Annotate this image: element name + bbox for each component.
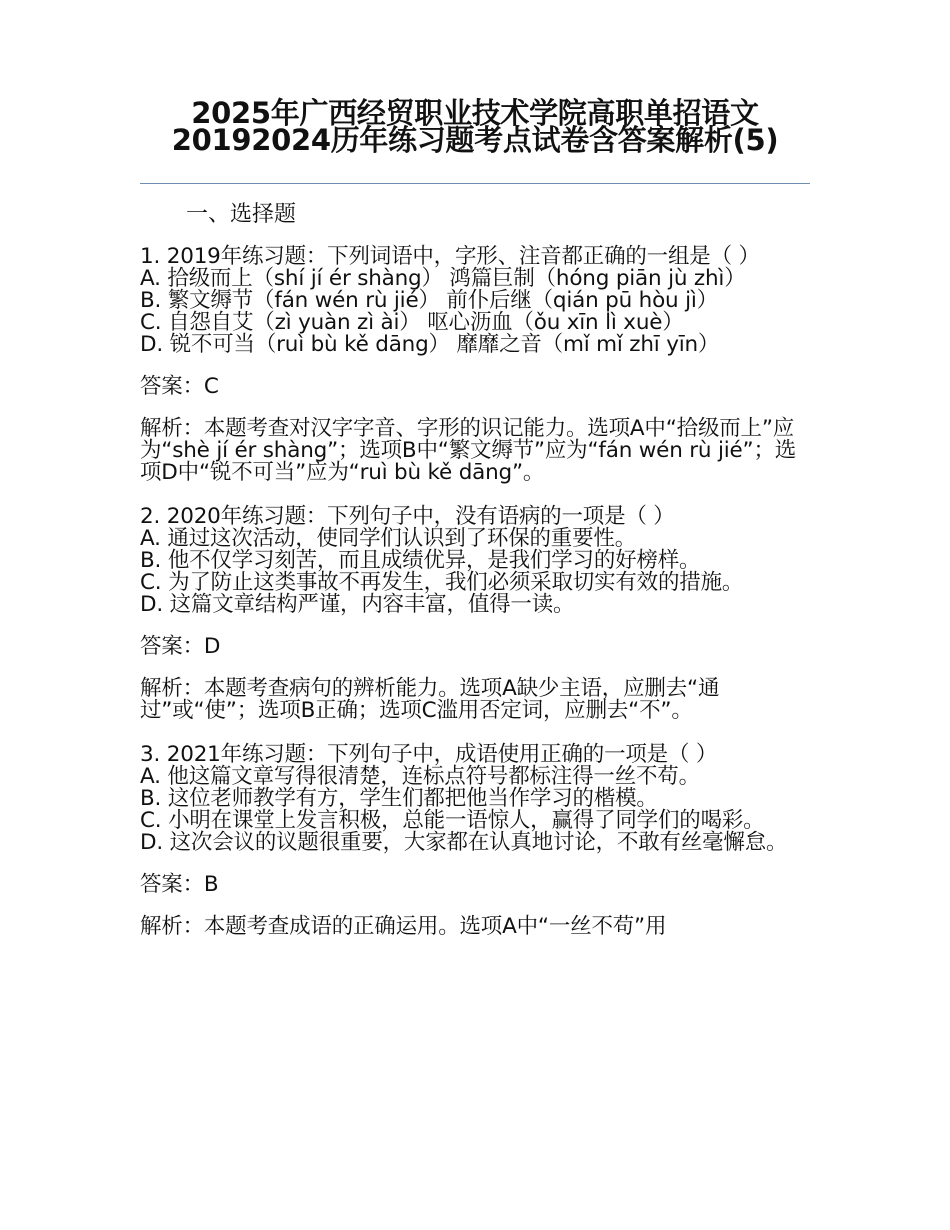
analysis: 解析：本题考查成语的正确运用。选项A中“一丝不苟”用 bbox=[140, 914, 667, 939]
option-c: C. 为了防止这类事故不再发生，我们必须采取切实有效的措施。 bbox=[140, 570, 744, 595]
option-d: D. 这篇文章结构严谨，内容丰富，值得一读。 bbox=[140, 592, 575, 617]
page-title: 2025年广西经贸职业技术学院高职单招语文20192024历年练习题考点试卷含答案解析(5) bbox=[171, 96, 779, 157]
option-d: D. 锐不可当（ruì bù kě dāng） 靡靡之音（mǐ mǐ zhī yīn） bbox=[140, 332, 720, 357]
option-a: A. 拾级而上（shí jí ér shàng） 鸿篇巨制（hóng piān jù zhì） bbox=[140, 266, 746, 291]
section-heading: 一、选择题 bbox=[186, 202, 297, 227]
option-a: A. 他这篇文章写得很清楚，连标点符号都标注得一丝不苟。 bbox=[140, 764, 700, 789]
option-c: C. 自怨自艾（zì yuàn zì ài） 呕心沥血（ǒu xīn lì xuè） bbox=[140, 310, 684, 335]
question-block bbox=[140, 506, 810, 722]
question-block bbox=[140, 246, 810, 484]
answer: 答案：C bbox=[140, 374, 219, 399]
question-list bbox=[140, 246, 810, 960]
option-b: B. 他不仅学习刻苦，而且成绩优异，是我们学习的好榜样。 bbox=[140, 548, 701, 573]
question-stem: 1. 2019年练习题：下列词语中，字形、注音都正确的一组是（ ） bbox=[140, 244, 760, 269]
question-stem: 3. 2021年练习题：下列句子中，成语使用正确的一项是（ ） bbox=[140, 742, 718, 767]
option-d: D. 这次会议的议题很重要，大家都在认真地讨论，不敢有丝毫懈怠。 bbox=[140, 830, 788, 855]
answer: 答案：B bbox=[140, 872, 219, 897]
option-c: C. 小明在课堂上发言积极，总能一语惊人，赢得了同学们的喝彩。 bbox=[140, 808, 765, 833]
option-a: A. 通过这次活动，使同学们认识到了环保的重要性。 bbox=[140, 526, 637, 551]
option-b: B. 繁文缛节（fán wén rù jié） 前仆后继（qián pū hòu jì） bbox=[140, 288, 718, 313]
question-block bbox=[140, 744, 810, 938]
analysis: 解析：本题考查对汉字字音、字形的识记能力。选项A中“拾级而上”应为“shè jí ér shàng”；选项B中“繁文缛节”应为“fán wén rù jié”；选项D中“锐不可当”应为“ruì bù kě dāng”。 bbox=[140, 416, 797, 485]
title-divider bbox=[140, 183, 810, 184]
analysis: 解析：本题考查病句的辨析能力。选项A缺少主语，应删去“通过”或“使”；选项B正确；选项C滥用否定词，应删去“不”。 bbox=[140, 676, 720, 723]
option-b: B. 这位老师教学有方，学生们都把他当作学习的楷模。 bbox=[140, 786, 658, 811]
question-stem: 2. 2020年练习题：下列句子中，没有语病的一项是（ ） bbox=[140, 504, 675, 529]
answer: 答案：D bbox=[140, 634, 221, 659]
